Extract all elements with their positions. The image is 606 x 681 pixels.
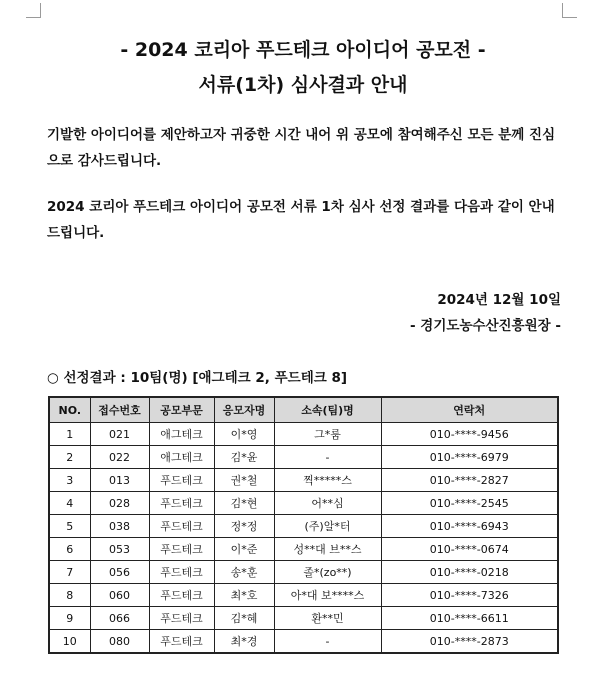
cell-no: 1: [49, 423, 90, 446]
cell-contact: 010-****-9456: [381, 423, 558, 446]
cell-affiliation: 찍*****스: [274, 469, 381, 492]
table-row: [49, 584, 558, 607]
cell-category: 푸드테크: [149, 469, 214, 492]
column-header-category: 공모부문: [149, 397, 214, 423]
table-row: [49, 515, 558, 538]
cell-contact: 010-****-0218: [381, 561, 558, 584]
cell-receipt-number: 038: [90, 515, 149, 538]
cell-category: 푸드테크: [149, 538, 214, 561]
cell-no: 6: [49, 538, 90, 561]
cell-applicant: 김*윤: [214, 446, 274, 469]
cell-contact: 010-****-6611: [381, 607, 558, 630]
cell-no: 5: [49, 515, 90, 538]
cell-category: 애그테크: [149, 423, 214, 446]
document-subtitle: 서류(1차) 심사결과 안내: [198, 74, 408, 96]
cell-affiliation: 아*대 보****스: [274, 584, 381, 607]
cell-contact: 010-****-2873: [381, 630, 558, 654]
cell-no: 2: [49, 446, 90, 469]
cell-category: 푸드테크: [149, 630, 214, 654]
cell-applicant: 김*혜: [214, 607, 274, 630]
cell-receipt-number: 060: [90, 584, 149, 607]
cell-contact: 010-****-7326: [381, 584, 558, 607]
cell-affiliation: (주)알*터: [274, 515, 381, 538]
cell-affiliation: 어**심: [274, 492, 381, 515]
cell-affiliation: 그*룸: [274, 423, 381, 446]
cell-no: 9: [49, 607, 90, 630]
cell-applicant: 권*철: [214, 469, 274, 492]
cell-receipt-number: 013: [90, 469, 149, 492]
column-header-applicant: 응모자명: [214, 397, 274, 423]
cell-category: 푸드테크: [149, 561, 214, 584]
column-header-receipt-number: 접수번호: [90, 397, 149, 423]
issuing-organization: - 경기도농수산진흥원장 -: [409, 318, 561, 334]
result-heading: ○ 선정결과 : 10팀(명) [애그테크 2, 푸드테크 8]: [47, 370, 348, 386]
cell-affiliation: -: [274, 630, 381, 654]
table-row: [49, 469, 558, 492]
cell-receipt-number: 028: [90, 492, 149, 515]
document-date: 2024년 12월 10일: [437, 292, 561, 308]
cell-applicant: 정*정: [214, 515, 274, 538]
document-title: - 2024 코리아 푸드테크 아이디어 공모전 -: [120, 39, 486, 61]
table-row: [49, 561, 558, 584]
cell-no: 4: [49, 492, 90, 515]
cell-receipt-number: 053: [90, 538, 149, 561]
cell-category: 애그테크: [149, 446, 214, 469]
table-row: [49, 630, 558, 654]
cell-applicant: 김*현: [214, 492, 274, 515]
table-row: [49, 492, 558, 515]
cell-category: 푸드테크: [149, 515, 214, 538]
cell-applicant: 송*훈: [214, 561, 274, 584]
cell-receipt-number: 080: [90, 630, 149, 654]
cell-receipt-number: 021: [90, 423, 149, 446]
crop-mark-top-left: [26, 3, 41, 18]
cell-applicant: 최*호: [214, 584, 274, 607]
cell-category: 푸드테크: [149, 584, 214, 607]
table-row: [49, 446, 558, 469]
cell-affiliation: 성**대 브**스: [274, 538, 381, 561]
cell-category: 푸드테크: [149, 607, 214, 630]
column-header-affiliation: 소속(팀)명: [274, 397, 381, 423]
cell-applicant: 이*영: [214, 423, 274, 446]
cell-receipt-number: 066: [90, 607, 149, 630]
cell-contact: 010-****-0674: [381, 538, 558, 561]
results-table: [48, 396, 559, 654]
cell-affiliation: -: [274, 446, 381, 469]
table-row: [49, 538, 558, 561]
cell-category: 푸드테크: [149, 492, 214, 515]
column-header-contact: 연락처: [381, 397, 558, 423]
cell-contact: 010-****-2827: [381, 469, 558, 492]
cell-no: 7: [49, 561, 90, 584]
table-row: [49, 423, 558, 446]
cell-contact: 010-****-6943: [381, 515, 558, 538]
crop-mark-top-right: [562, 3, 577, 18]
cell-no: 10: [49, 630, 90, 654]
cell-receipt-number: 022: [90, 446, 149, 469]
cell-contact: 010-****-6979: [381, 446, 558, 469]
notice-paragraph: 2024 코리아 푸드테크 아이디어 공모전 서류 1차 심사 선정 결과를 다음과 같이 안내드립니다.: [47, 199, 555, 241]
cell-applicant: 이*준: [214, 538, 274, 561]
cell-contact: 010-****-2545: [381, 492, 558, 515]
table-header-row: [49, 397, 558, 423]
column-header-no: NO.: [49, 397, 90, 423]
cell-applicant: 최*경: [214, 630, 274, 654]
cell-no: 3: [49, 469, 90, 492]
cell-affiliation: 환**민: [274, 607, 381, 630]
table-row: [49, 607, 558, 630]
cell-no: 8: [49, 584, 90, 607]
cell-receipt-number: 056: [90, 561, 149, 584]
thanks-paragraph: 기발한 아이디어를 제안하고자 귀중한 시간 내어 위 공모에 참여해주신 모든 분께 진심으로 감사드립니다.: [47, 127, 556, 169]
cell-affiliation: 졸*(zo**): [274, 561, 381, 584]
